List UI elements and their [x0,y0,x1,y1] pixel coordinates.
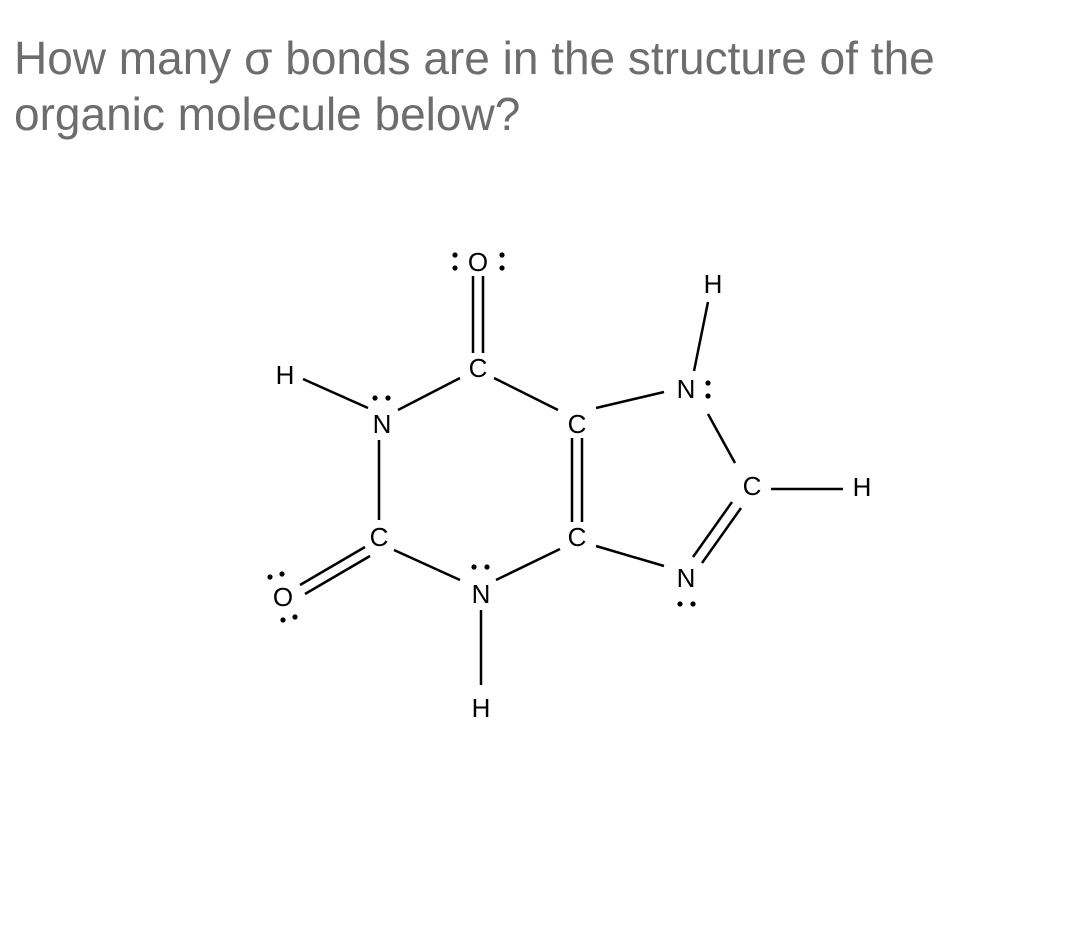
lone-pair-dot [280,617,285,622]
lone-pair-dot [705,393,710,398]
lone-pair-dot [677,601,682,606]
atom-c-left: C [369,522,389,552]
lone-pair-dot [705,380,710,385]
atom-n-left: N [372,409,392,439]
atom-h-bottom: H [471,693,491,723]
atom-o-left: O [272,582,294,612]
lone-pair-dot [372,395,377,400]
atom-h-ring5: H [852,472,872,502]
atom-h-upper: H [703,269,723,299]
atom-n-upper: N [676,374,696,404]
atom-c-right-lower: C [567,522,587,552]
lone-pair-dot [499,252,504,257]
atom-c-top: C [468,353,488,383]
bond-n-left-c-top [398,378,460,410]
lone-pair-dot [452,252,457,257]
atom-c-right-upper: C [567,409,587,439]
atom-n-lower: N [676,563,696,593]
atom-h-left: H [275,360,295,390]
lone-pair-dot [484,564,489,569]
atom-c-ring5: C [742,471,762,501]
bonds [300,276,843,685]
lone-pair-dot [279,571,284,576]
lone-pair-dot [690,601,695,606]
bond-n-bottom-c-right-lower [496,549,560,580]
lone-pair-dot [292,614,297,619]
bond-c-top-c-right-upper [494,378,558,410]
bond-n-upper-h-upper [694,302,708,371]
atom-n-bottom: N [471,579,491,609]
lone-pair-dot [385,395,390,400]
question-line-2: organic molecule below? [14,88,521,140]
bond-n-upper-c-ring5 [708,414,735,463]
lone-pairs [267,252,710,622]
bond-c-left-n-bottom [394,550,460,580]
bond-c-right-upper-n-upper [596,392,664,408]
bond-c-right-lower-n-lower [596,546,664,566]
lone-pair-dot [499,265,504,270]
lone-pair-dot [452,265,457,270]
atom-o-top: O [467,247,489,277]
question-line-1: How many σ bonds are in the structure of the [14,32,935,84]
lone-pair-dot [267,574,272,579]
bond-h-n-left [303,379,368,408]
lone-pair-dot [471,564,476,569]
